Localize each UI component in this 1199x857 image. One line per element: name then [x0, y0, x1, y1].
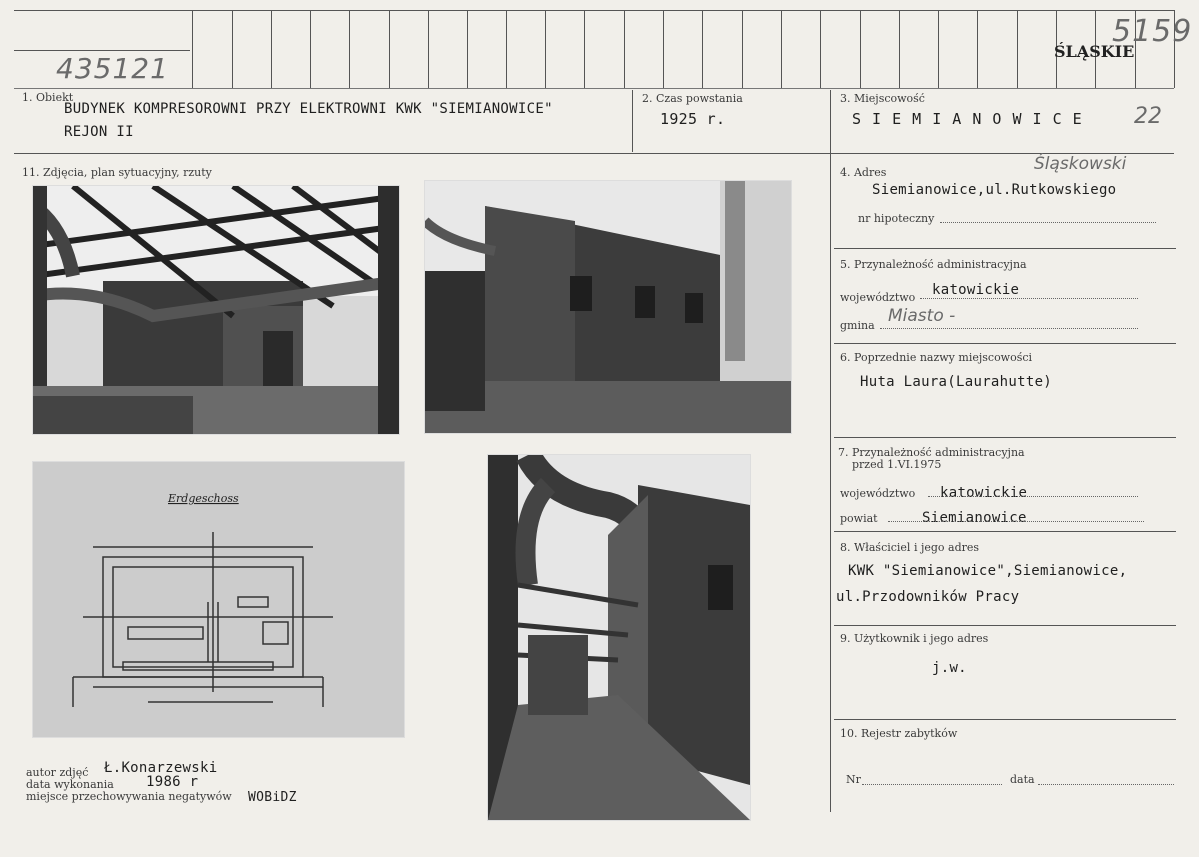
- region-stamp: ŚLĄSKIE: [1054, 42, 1135, 61]
- poprzednie-label: 6. Poprzednie nazwy miejscowości: [840, 351, 1033, 364]
- autor-value: Ł.Konarzewski: [104, 760, 218, 776]
- header-grid-line: [467, 10, 468, 88]
- header-grid-line: [781, 10, 782, 88]
- header-divider: [14, 88, 1174, 89]
- header-grid-line: [506, 10, 507, 88]
- gmina-line: [880, 328, 1138, 329]
- gmina-value: Miasto -: [888, 306, 956, 326]
- header-grid-line: [702, 10, 703, 88]
- powiat-line: [888, 521, 1144, 522]
- czas-label: 2. Czas powstania: [642, 92, 743, 105]
- header-grid-line: [860, 10, 861, 88]
- rejestr-label: 10. Rejestr zabytków: [840, 727, 958, 740]
- adres-label: 4. Adres: [840, 166, 887, 179]
- poprzednie-value: Huta Laura(Laurahutte): [860, 374, 1053, 390]
- data-value: 1986 r: [146, 774, 199, 790]
- poprzednie-divider: [834, 437, 1176, 438]
- header-grid-line: [742, 10, 743, 88]
- divider-v1: [632, 90, 633, 152]
- rejestr-data-line: [1038, 784, 1174, 785]
- header-grid-line: [428, 10, 429, 88]
- zdjecia-label: 11. Zdjęcia, plan sytuacyjny, rzuty: [22, 166, 212, 179]
- wlasciciel-line1: KWK "Siemianowice",Siemianowice,: [848, 563, 1128, 579]
- wlasciciel-label: 8. Właściciel i jego adres: [840, 541, 980, 554]
- photo-brick-building: [424, 180, 792, 434]
- powiat-value: Siemianowice: [922, 510, 1027, 526]
- autor-label: autor zdjęć: [26, 766, 89, 779]
- header-grid-line: [271, 10, 272, 88]
- czas-value: 1925 r.: [660, 110, 726, 128]
- hipoteczny-label: nr hipoteczny: [858, 212, 935, 225]
- rejestr-nr-label: Nr: [846, 773, 861, 786]
- przed-wojewodztwo-value: katowickie: [940, 485, 1028, 501]
- top-border: [14, 10, 1174, 11]
- miejscowosc-label: 3. Miejscowość: [840, 92, 925, 105]
- inventory-number: 435121: [56, 52, 169, 85]
- powiat-label: powiat: [840, 512, 878, 525]
- header-grid-line: [663, 10, 664, 88]
- header-grid-line: [899, 10, 900, 88]
- miejsce-value: WOBiDZ: [248, 790, 297, 805]
- number-underline: [14, 50, 190, 51]
- rejestr-nr-line: [862, 784, 1002, 785]
- right-column-divider: [830, 90, 831, 812]
- obiekt-line1: BUDYNEK KOMPRESOROWNI PRZY ELEKTROWNI KWK "SIEMIANOWICE": [64, 101, 553, 117]
- uzytkownik-value: j.w.: [932, 660, 967, 676]
- wojewodztwo-label: województwo: [840, 291, 916, 304]
- obiekt-label: 1. Obiekt: [22, 91, 74, 104]
- przed-date: przed 1.VI.1975: [852, 458, 942, 471]
- header-grid-line: [389, 10, 390, 88]
- photo-pipes-building: [32, 185, 400, 435]
- header-grid-line: [820, 10, 821, 88]
- header-grid-line: [545, 10, 546, 88]
- photo-alley-pipes: [487, 454, 751, 821]
- przynaleznosc-divider: [834, 343, 1176, 344]
- header-grid-line: [977, 10, 978, 88]
- rejestr-data-label: data: [1010, 773, 1035, 786]
- adres-value: Siemianowice,ul.Rutkowskiego: [872, 182, 1117, 198]
- przynaleznosc-label: 5. Przynależność administracyjna: [840, 258, 1027, 271]
- row1-divider: [14, 153, 1174, 154]
- wojewodztwo-line: [920, 298, 1138, 299]
- plan-title: Erdgeschoss: [168, 492, 239, 505]
- przed-wojewodztwo-line: [928, 496, 1138, 497]
- miejsce-label: miejsce przechowywania negatywów: [26, 790, 232, 803]
- uzytkownik-label: 9. Użytkownik i jego adres: [840, 632, 989, 645]
- wojewodztwo-value: katowickie: [932, 282, 1020, 298]
- adres-divider: [834, 248, 1176, 249]
- wlasciciel-divider: [834, 625, 1176, 626]
- hipoteczny-line: [940, 222, 1156, 223]
- header-grid-line: [624, 10, 625, 88]
- header-grid-line: [349, 10, 350, 88]
- uzytkownik-divider: [834, 719, 1176, 720]
- przed-divider: [834, 531, 1176, 532]
- wlasciciel-line2: ul.Przodowników Pracy: [836, 589, 1020, 605]
- obiekt-line2: REJON II: [64, 124, 134, 140]
- header-grid-line: [232, 10, 233, 88]
- card-number: 5159: [1112, 14, 1193, 49]
- header-grid-line: [584, 10, 585, 88]
- header-grid-line: [310, 10, 311, 88]
- header-grid-line: [1017, 10, 1018, 88]
- miejscowosc-value: S I E M I A N O W I C E: [852, 110, 1083, 128]
- floor-plan: [32, 461, 405, 738]
- przed-label: 7. Przynależność administracyjna: [838, 446, 1025, 459]
- header-grid-line: [192, 10, 193, 88]
- adres-handwritten: Śląskowski: [1034, 154, 1127, 174]
- miejscowosc-number: 22: [1134, 104, 1162, 129]
- przed-wojewodztwo-label: województwo: [840, 487, 916, 500]
- gmina-label: gmina: [840, 319, 875, 332]
- header-grid-line: [938, 10, 939, 88]
- data-label: data wykonania: [26, 778, 114, 791]
